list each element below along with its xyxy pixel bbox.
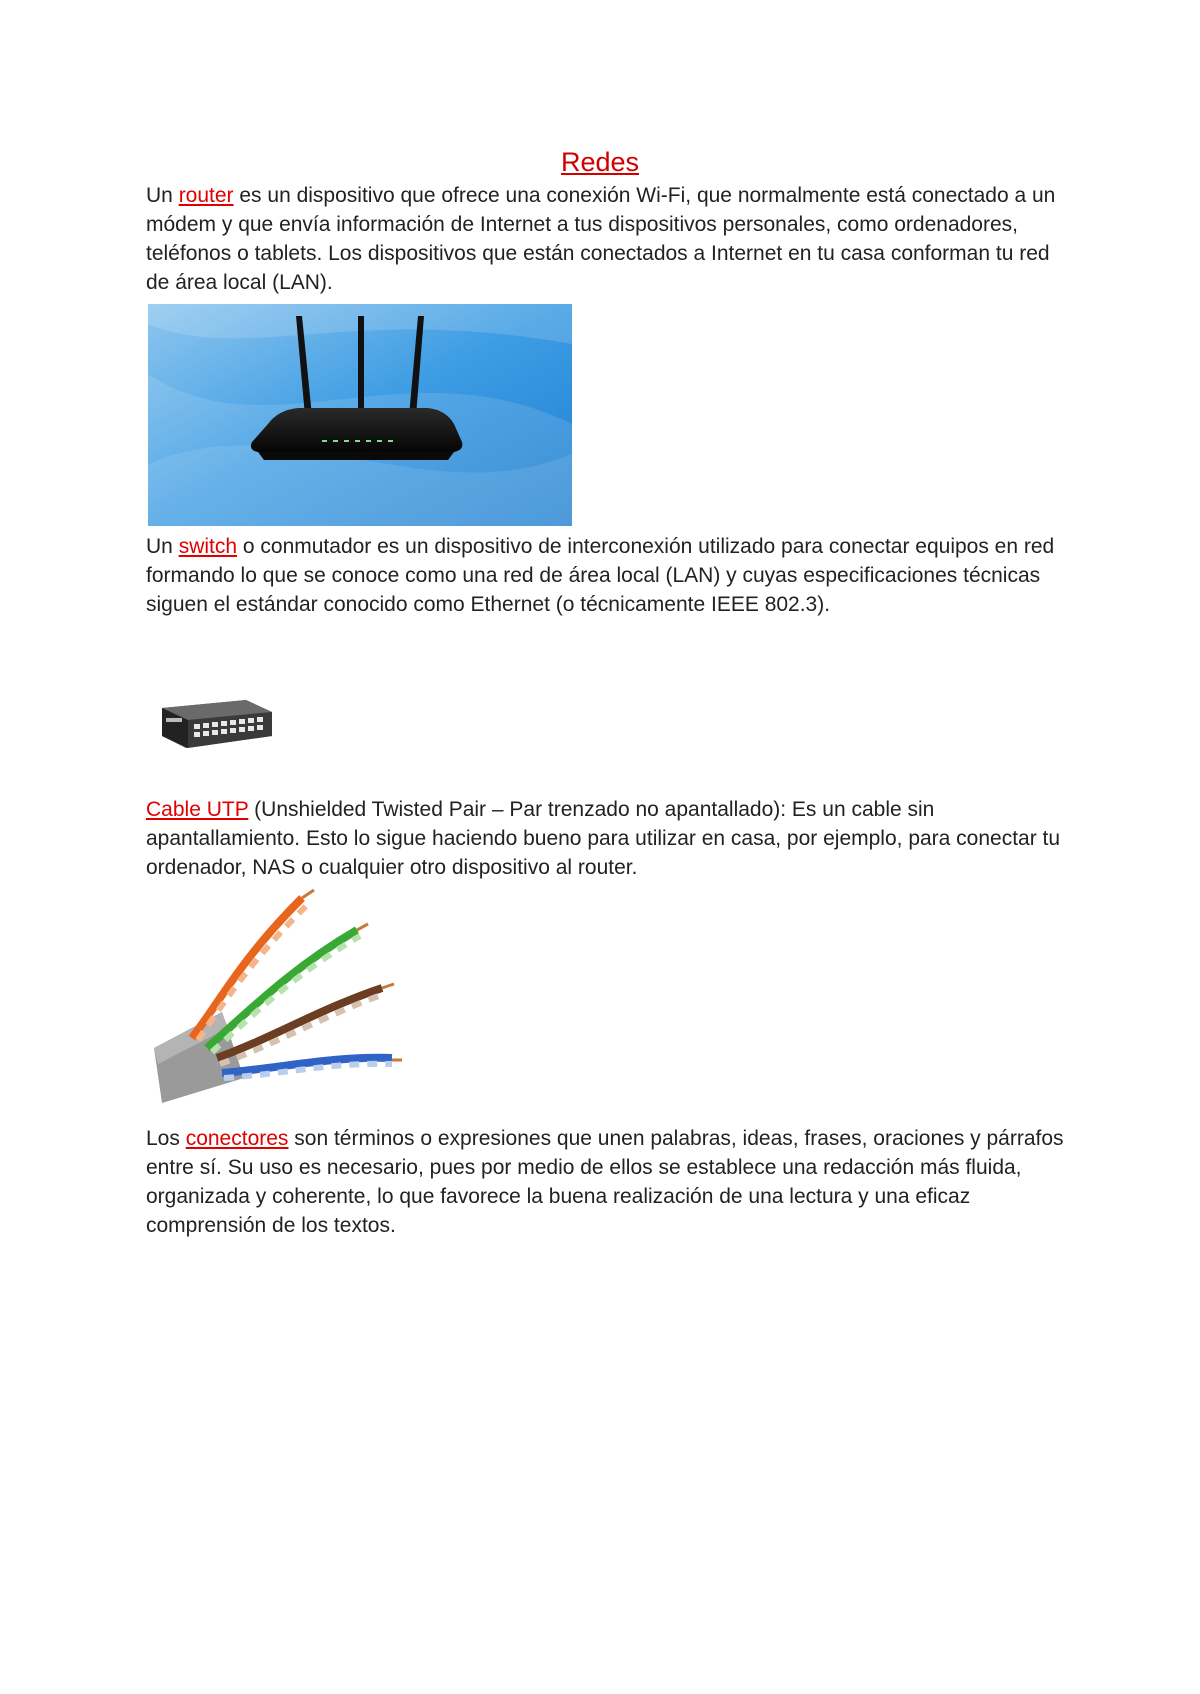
router-image [148, 304, 572, 526]
router-paragraph [146, 181, 1076, 297]
switch-paragraph [146, 532, 1076, 619]
connectors-text: son términos o expresiones que unen palabras, ideas, frases, oraciones y párrafos entre sí. Su uso es necesario, pues por medio de ellos se establece una redacción más fluida, organizada y coherente, lo que favorece la buena realización de una lectura y una eficaz comprensión de los textos. [146, 1127, 1064, 1237]
connectors-lead: Los [146, 1127, 186, 1150]
router-link[interactable]: router [178, 184, 234, 207]
connectors-paragraph [146, 1124, 1076, 1240]
switch-link[interactable]: switch [178, 535, 238, 558]
router-lead: Un [146, 184, 179, 207]
switch-lead: Un [146, 535, 179, 558]
page-title: Redes [560, 147, 640, 177]
cable-text: (Unshielded Twisted Pair – Par trenzado no apantallado): Es un cable sin apantallamiento. Esto lo sigue haciendo bueno para utilizar en casa, por ejemplo, para conectar tu ordenador, NAS o cualquier otro dispositivo al router. [146, 798, 1061, 879]
connectors-link[interactable]: conectores [185, 1127, 289, 1150]
switch-text: o conmutador es un dispositivo de interconexión utilizado para conectar equipos en red formando lo que se conoce como una red de área local (LAN) y cuyas especificaciones técnicas siguen el estándar conocido como Ethernet (o técnicamente IEEE 802.3). [146, 535, 1055, 616]
cable-paragraph [146, 795, 1076, 882]
cable-utp-link[interactable]: Cable UTP [146, 798, 249, 821]
switch-image [152, 694, 280, 756]
utp-cable-image [152, 888, 402, 1108]
router-text: es un dispositivo que ofrece una conexión Wi-Fi, que normalmente está conectado a un módem y que envía información de Internet a tus dispositivos personales, como ordenadores, teléfonos o tablets. Los dispositivos que están conectados a Internet en tu casa conforman tu red de área local (LAN). [146, 184, 1056, 294]
